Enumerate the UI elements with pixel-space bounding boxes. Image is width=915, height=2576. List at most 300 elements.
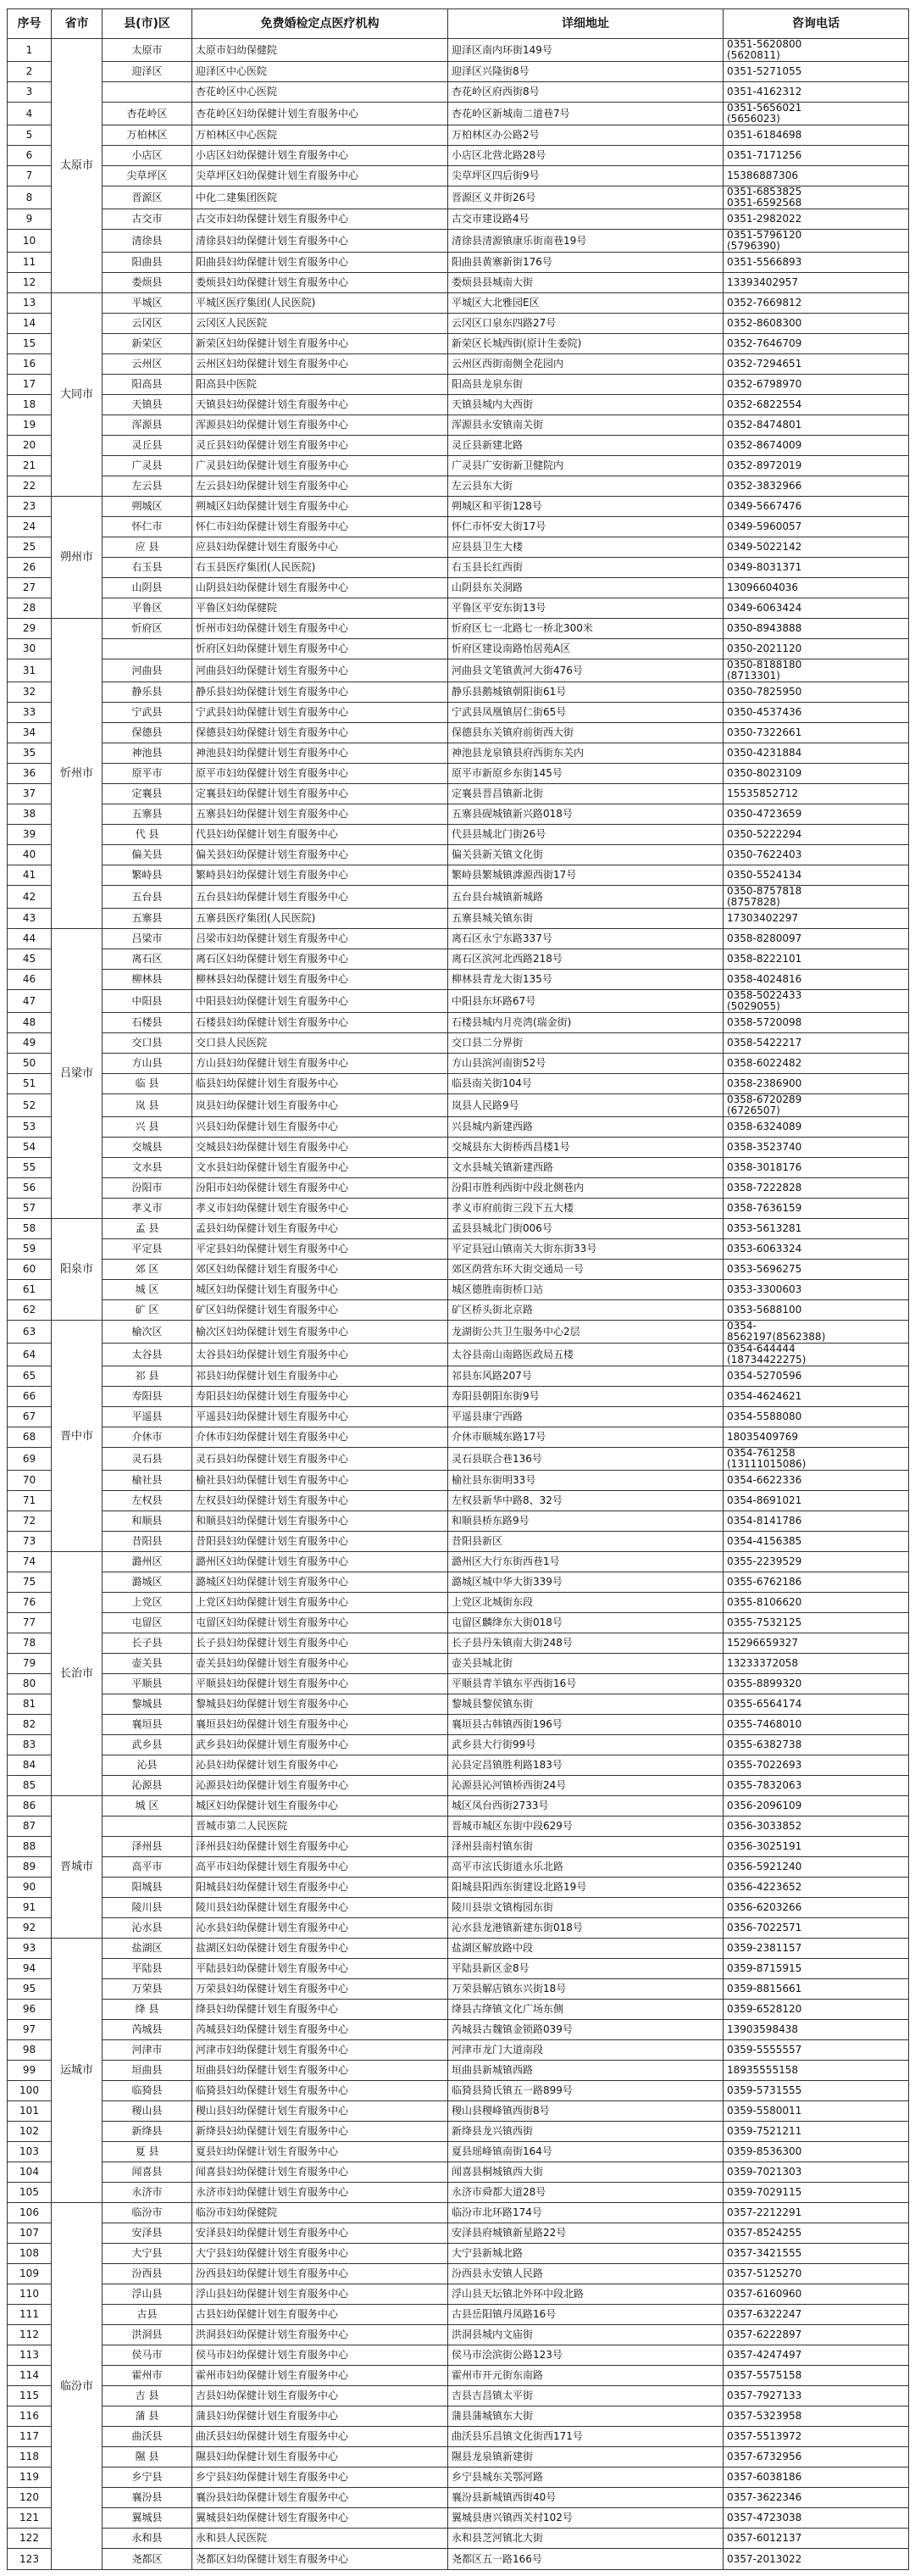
address-cell: 武乡县大行街99号 bbox=[448, 1735, 724, 1755]
county-cell: 沁源县 bbox=[103, 1776, 192, 1796]
table-row bbox=[8, 909, 909, 929]
address-cell: 盐湖区解放路中段 bbox=[448, 1939, 724, 1959]
table-row bbox=[8, 703, 909, 723]
institution-cell: 灵丘县妇幼保健计划生育服务中心 bbox=[192, 436, 448, 456]
institution-cell: 怀仁市妇幼保健计划生育服务中心 bbox=[192, 517, 448, 537]
row-index: 61 bbox=[8, 1280, 52, 1300]
county-cell: 吕梁市 bbox=[103, 929, 192, 949]
row-index: 120 bbox=[8, 2488, 52, 2508]
row-index: 72 bbox=[8, 1511, 52, 1532]
institution-cell: 蒲县妇幼保健计划生育服务中心 bbox=[192, 2406, 448, 2427]
row-index: 4 bbox=[8, 103, 52, 125]
phone-cell: 0352-7294651 bbox=[724, 354, 909, 375]
table-row bbox=[8, 1796, 909, 1817]
institution-cell: 沁水县妇幼保健计划生育服务中心 bbox=[192, 1918, 448, 1939]
institution-cell: 祁县妇幼保健计划生育服务中心 bbox=[192, 1366, 448, 1387]
table-row bbox=[8, 415, 909, 436]
row-index: 41 bbox=[8, 865, 52, 886]
phone-cell: 15296659327 bbox=[724, 1633, 909, 1654]
county-cell: 迎泽区 bbox=[103, 62, 192, 82]
institution-cell: 阳曲县妇幼保健计划生育服务中心 bbox=[192, 253, 448, 273]
phone-cell: 0350-7622403 bbox=[724, 845, 909, 865]
address-cell: 清徐县清源镇康乐街南巷19号 bbox=[448, 230, 724, 253]
city-cell: 运城市 bbox=[52, 1939, 103, 2203]
row-index: 101 bbox=[8, 2101, 52, 2122]
county-cell: 新荣区 bbox=[103, 334, 192, 354]
institution-cell: 娄烦县妇幼保健计划生育服务中心 bbox=[192, 273, 448, 293]
address-cell: 方山县滨河南街52号 bbox=[448, 1054, 724, 1074]
table-row bbox=[8, 2183, 909, 2203]
county-cell bbox=[103, 639, 192, 659]
row-index: 23 bbox=[8, 497, 52, 517]
county-cell: 沁水县 bbox=[103, 1918, 192, 1939]
city-cell: 太原市 bbox=[52, 39, 103, 293]
county-cell: 石楼县 bbox=[103, 1013, 192, 1033]
row-index: 17 bbox=[8, 375, 52, 395]
county-cell: 平城区 bbox=[103, 293, 192, 314]
table-row bbox=[8, 82, 909, 103]
county-cell: 尖草坪区 bbox=[103, 166, 192, 186]
phone-cell: 0358-7636159 bbox=[724, 1199, 909, 1219]
phone-cell: 0357-6732956 bbox=[724, 2447, 909, 2468]
county-cell: 襄汾县 bbox=[103, 2488, 192, 2508]
address-cell: 襄汾县新城镇西街40号 bbox=[448, 2488, 724, 2508]
row-index: 8 bbox=[8, 186, 52, 209]
table-header-row bbox=[8, 9, 909, 39]
row-index: 13 bbox=[8, 293, 52, 314]
county-cell: 陵川县 bbox=[103, 1898, 192, 1918]
institution-cell: 万柏林区中心医院 bbox=[192, 125, 448, 146]
row-index: 36 bbox=[8, 764, 52, 784]
table-row bbox=[8, 659, 909, 682]
table-row bbox=[8, 825, 909, 845]
phone-cell: 0354-4624621 bbox=[724, 1387, 909, 1407]
institution-cell: 中化二建集团医院 bbox=[192, 186, 448, 209]
row-index: 114 bbox=[8, 2366, 52, 2386]
county-cell: 临猗县 bbox=[103, 2081, 192, 2101]
address-cell: 右玉县长红西街 bbox=[448, 558, 724, 578]
table-row bbox=[8, 293, 909, 314]
address-cell: 山阴县东关洞路 bbox=[448, 578, 724, 598]
county-cell: 交口县 bbox=[103, 1033, 192, 1054]
row-index: 65 bbox=[8, 1366, 52, 1387]
institution-cell: 安泽县妇幼保健计划生育服务中心 bbox=[192, 2223, 448, 2244]
address-cell: 天镇县城内大西街 bbox=[448, 395, 724, 415]
address-cell: 蒲县蒲城镇东大街 bbox=[448, 2406, 724, 2427]
table-row bbox=[8, 1280, 909, 1300]
table-row bbox=[8, 497, 909, 517]
table-row bbox=[8, 2386, 909, 2406]
city-cell: 长治市 bbox=[52, 1552, 103, 1796]
table-row bbox=[8, 1857, 909, 1878]
address-cell: 五寨县城关镇东街 bbox=[448, 909, 724, 929]
table-row bbox=[8, 1321, 909, 1344]
institution-cell: 垣曲县妇幼保健计划生育服务中心 bbox=[192, 2061, 448, 2081]
row-index: 108 bbox=[8, 2244, 52, 2264]
institution-cell: 古交市妇幼保健计划生育服务中心 bbox=[192, 209, 448, 230]
institution-cell: 绛县妇幼保健计划生育服务中心 bbox=[192, 2000, 448, 2020]
table-row bbox=[8, 598, 909, 619]
county-cell: 安泽县 bbox=[103, 2223, 192, 2244]
county-cell: 矿 区 bbox=[103, 1300, 192, 1321]
row-index: 44 bbox=[8, 929, 52, 949]
institution-cell: 平定县妇幼保健计划生育服务中心 bbox=[192, 1239, 448, 1260]
phone-cell: 18035409769 bbox=[724, 1427, 909, 1448]
phone-cell: 0354-644444 (18734422275) bbox=[724, 1344, 909, 1366]
county-cell: 介休市 bbox=[103, 1427, 192, 1448]
address-cell: 潞城区城中华大街339号 bbox=[448, 1572, 724, 1593]
institution-cell: 阳高县中医院 bbox=[192, 375, 448, 395]
county-cell: 平陆县 bbox=[103, 1959, 192, 1979]
institution-cell: 隰县妇幼保健计划生育服务中心 bbox=[192, 2447, 448, 2468]
institution-cell: 临汾市妇幼保健院 bbox=[192, 2203, 448, 2223]
institution-cell: 阳城县妇幼保健计划生育服务中心 bbox=[192, 1878, 448, 1898]
phone-cell: 0358-6022482 bbox=[724, 1054, 909, 1074]
phone-cell: 0359-7021303 bbox=[724, 2162, 909, 2183]
institution-cell: 武乡县妇幼保健计划生育服务中心 bbox=[192, 1735, 448, 1755]
phone-cell: 0350-8188180 (8713301) bbox=[724, 659, 909, 682]
row-index: 93 bbox=[8, 1939, 52, 1959]
row-index: 81 bbox=[8, 1694, 52, 1715]
table-row bbox=[8, 1407, 909, 1427]
table-row bbox=[8, 619, 909, 639]
county-cell: 屯留区 bbox=[103, 1613, 192, 1633]
county-cell: 河曲县 bbox=[103, 659, 192, 682]
county-cell: 忻府区 bbox=[103, 619, 192, 639]
county-cell: 城 区 bbox=[103, 1796, 192, 1817]
table-row bbox=[8, 784, 909, 804]
institution-cell: 潞城区妇幼保健计划生育服务中心 bbox=[192, 1572, 448, 1593]
phone-cell: 13096604036 bbox=[724, 578, 909, 598]
phone-cell: 0351-6853825 0351-6592568 bbox=[724, 186, 909, 209]
county-cell: 垣曲县 bbox=[103, 2061, 192, 2081]
county-cell: 兴 县 bbox=[103, 1117, 192, 1138]
row-index: 45 bbox=[8, 949, 52, 970]
table-row bbox=[8, 1613, 909, 1633]
header-idx: 序号 bbox=[8, 9, 52, 39]
phone-cell: 0356-3025191 bbox=[724, 1837, 909, 1857]
address-cell: 安泽县府城镇新星路22号 bbox=[448, 2223, 724, 2244]
phone-cell: 0350-4231884 bbox=[724, 743, 909, 764]
table-row bbox=[8, 2040, 909, 2061]
phone-cell: 0355-6564174 bbox=[724, 1694, 909, 1715]
county-cell: 闻喜县 bbox=[103, 2162, 192, 2183]
table-row bbox=[8, 2223, 909, 2244]
phone-cell: 0357-5575158 bbox=[724, 2366, 909, 2386]
phone-cell: 0351-5271055 bbox=[724, 62, 909, 82]
address-cell: 平陆县新区金8号 bbox=[448, 1959, 724, 1979]
institution-cell: 吉县妇幼保健计划生育服务中心 bbox=[192, 2386, 448, 2406]
county-cell: 襄垣县 bbox=[103, 1715, 192, 1735]
institution-cell: 忻州市妇幼保健计划生育服务中心 bbox=[192, 619, 448, 639]
county-cell: 黎城县 bbox=[103, 1694, 192, 1715]
row-index: 24 bbox=[8, 517, 52, 537]
address-cell: 介休市顺城东路17号 bbox=[448, 1427, 724, 1448]
county-cell: 宁武县 bbox=[103, 703, 192, 723]
county-cell: 永和县 bbox=[103, 2529, 192, 2549]
phone-cell: 0355-8106620 bbox=[724, 1593, 909, 1613]
row-index: 113 bbox=[8, 2345, 52, 2366]
address-cell: 平鲁区平安东街13号 bbox=[448, 598, 724, 619]
county-cell: 中阳县 bbox=[103, 990, 192, 1013]
institution-cell: 万荣县妇幼保健计划生育服务中心 bbox=[192, 1979, 448, 2000]
table-row bbox=[8, 2345, 909, 2366]
address-cell: 榆社县东街明33号 bbox=[448, 1471, 724, 1491]
table-row bbox=[8, 929, 909, 949]
institution-cell: 临猗县妇幼保健计划生育服务中心 bbox=[192, 2081, 448, 2101]
phone-cell: 0353-5696275 bbox=[724, 1260, 909, 1280]
row-index: 55 bbox=[8, 1158, 52, 1178]
table-body bbox=[8, 39, 909, 2570]
county-cell: 保德县 bbox=[103, 723, 192, 743]
row-index: 119 bbox=[8, 2468, 52, 2488]
address-cell: 平城区大北雅园E区 bbox=[448, 293, 724, 314]
row-index: 121 bbox=[8, 2508, 52, 2529]
address-cell: 迎泽区兴隆街8号 bbox=[448, 62, 724, 82]
address-cell: 娄烦县县城南大街 bbox=[448, 273, 724, 293]
row-index: 73 bbox=[8, 1532, 52, 1552]
institution-cell: 忻府区妇幼保健计划生育服务中心 bbox=[192, 639, 448, 659]
row-index: 102 bbox=[8, 2122, 52, 2142]
table-row bbox=[8, 436, 909, 456]
address-cell: 襄垣县古韩镇西街196号 bbox=[448, 1715, 724, 1735]
table-row bbox=[8, 1300, 909, 1321]
county-cell: 汾西县 bbox=[103, 2264, 192, 2284]
phone-cell: 0349-5667476 bbox=[724, 497, 909, 517]
address-cell: 河曲县文笔镇黄河大街476号 bbox=[448, 659, 724, 682]
county-cell: 怀仁市 bbox=[103, 517, 192, 537]
county-cell: 五台县 bbox=[103, 886, 192, 909]
phone-cell: 0355-6762186 bbox=[724, 1572, 909, 1593]
address-cell: 芮城县古魏镇金锁路039号 bbox=[448, 2020, 724, 2040]
row-index: 7 bbox=[8, 166, 52, 186]
phone-cell: 0355-7832063 bbox=[724, 1776, 909, 1796]
row-index: 54 bbox=[8, 1138, 52, 1158]
address-cell: 原平市新原乡东街145号 bbox=[448, 764, 724, 784]
county-cell: 右玉县 bbox=[103, 558, 192, 578]
address-cell: 稷山县稷峰镇西街8号 bbox=[448, 2101, 724, 2122]
institution-cell: 夏县妇幼保健计划生育服务中心 bbox=[192, 2142, 448, 2162]
institution-cell: 长子县妇幼保健计划生育服务中心 bbox=[192, 1633, 448, 1654]
address-cell: 迎泽区南内环街149号 bbox=[448, 39, 724, 62]
address-cell: 左权县新华中路8、32号 bbox=[448, 1491, 724, 1511]
county-cell bbox=[103, 1817, 192, 1837]
phone-cell: 0349-8031371 bbox=[724, 558, 909, 578]
table-row bbox=[8, 1817, 909, 1837]
institution-cell: 洪洞县妇幼保健计划生育服务中心 bbox=[192, 2325, 448, 2345]
institution-cell: 天镇县妇幼保健计划生育服务中心 bbox=[192, 395, 448, 415]
phone-cell: 0355-7468010 bbox=[724, 1715, 909, 1735]
institution-cell: 城区妇幼保健计划生育服务中心 bbox=[192, 1796, 448, 1817]
institution-cell: 离石区妇幼保健计划生育服务中心 bbox=[192, 949, 448, 970]
county-cell: 万荣县 bbox=[103, 1979, 192, 2000]
address-cell: 垣曲县新城镇西路 bbox=[448, 2061, 724, 2081]
county-cell: 霍州市 bbox=[103, 2366, 192, 2386]
address-cell: 城区德胜南街桥口站 bbox=[448, 1280, 724, 1300]
row-index: 6 bbox=[8, 146, 52, 166]
row-index: 46 bbox=[8, 970, 52, 990]
row-index: 1 bbox=[8, 39, 52, 62]
phone-cell: 13393402957 bbox=[724, 273, 909, 293]
county-cell: 浮山县 bbox=[103, 2284, 192, 2305]
institution-cell: 大宁县妇幼保健计划生育服务中心 bbox=[192, 2244, 448, 2264]
institution-cell: 介休市妇幼保健计划生育服务中心 bbox=[192, 1427, 448, 1448]
city-cell: 大同市 bbox=[52, 293, 103, 497]
phone-cell: 0356-6203266 bbox=[724, 1898, 909, 1918]
table-row bbox=[8, 2101, 909, 2122]
phone-cell: 0350-2021120 bbox=[724, 639, 909, 659]
table-row bbox=[8, 1094, 909, 1117]
address-cell: 古交市建设路4号 bbox=[448, 209, 724, 230]
phone-cell: 13903598438 bbox=[724, 2020, 909, 2040]
address-cell: 岚县人民路9号 bbox=[448, 1094, 724, 1117]
row-index: 64 bbox=[8, 1344, 52, 1366]
county-cell: 古交市 bbox=[103, 209, 192, 230]
table-row bbox=[8, 2468, 909, 2488]
phone-cell: 0352-8674009 bbox=[724, 436, 909, 456]
table-row bbox=[8, 1239, 909, 1260]
row-index: 70 bbox=[8, 1471, 52, 1491]
header-city: 省市 bbox=[52, 9, 103, 39]
institution-cell: 翼城县妇幼保健计划生育服务中心 bbox=[192, 2508, 448, 2529]
address-cell: 忻府区七一北路七一桥北300米 bbox=[448, 619, 724, 639]
institution-cell: 五寨县医疗集团(人民医院) bbox=[192, 909, 448, 929]
phone-cell: 0356-2096109 bbox=[724, 1796, 909, 1817]
phone-cell: 0357-5513972 bbox=[724, 2427, 909, 2447]
institution-cell: 神池县妇幼保健计划生育服务中心 bbox=[192, 743, 448, 764]
table-row bbox=[8, 2488, 909, 2508]
address-cell: 左云县东大街 bbox=[448, 476, 724, 497]
address-cell: 交口县二分界街 bbox=[448, 1033, 724, 1054]
table-row bbox=[8, 1674, 909, 1694]
phone-cell: 0355-6382738 bbox=[724, 1735, 909, 1755]
institution-cell: 平遥县妇幼保健计划生育服务中心 bbox=[192, 1407, 448, 1427]
row-index: 53 bbox=[8, 1117, 52, 1138]
row-index: 31 bbox=[8, 659, 52, 682]
phone-cell: 0350-4723659 bbox=[724, 804, 909, 825]
row-index: 14 bbox=[8, 314, 52, 334]
address-cell: 平遥县康宁西路 bbox=[448, 1407, 724, 1427]
address-cell: 小店区北营北路28号 bbox=[448, 146, 724, 166]
institution-cell: 昔阳县妇幼保健计划生育服务中心 bbox=[192, 1532, 448, 1552]
phone-cell: 0354-5270596 bbox=[724, 1366, 909, 1387]
table-row bbox=[8, 1593, 909, 1613]
institution-cell: 浮山县妇幼保健计划生育服务中心 bbox=[192, 2284, 448, 2305]
table-row bbox=[8, 1219, 909, 1239]
table-row bbox=[8, 1959, 909, 1979]
county-cell: 芮城县 bbox=[103, 2020, 192, 2040]
row-index: 62 bbox=[8, 1300, 52, 1321]
institution-cell: 五寨县妇幼保健计划生育服务中心 bbox=[192, 804, 448, 825]
row-index: 11 bbox=[8, 253, 52, 273]
county-cell: 清徐县 bbox=[103, 230, 192, 253]
row-index: 63 bbox=[8, 1321, 52, 1344]
institution-cell: 应县妇幼保健计划生育服务中心 bbox=[192, 537, 448, 558]
address-cell: 灵石县联合巷136号 bbox=[448, 1448, 724, 1471]
city-cell: 朔州市 bbox=[52, 497, 103, 619]
institution-cell: 左权县妇幼保健计划生育服务中心 bbox=[192, 1491, 448, 1511]
table-row bbox=[8, 395, 909, 415]
row-index: 10 bbox=[8, 230, 52, 253]
address-cell: 代县县城北门街26号 bbox=[448, 825, 724, 845]
county-cell: 大宁县 bbox=[103, 2244, 192, 2264]
county-cell: 交城县 bbox=[103, 1138, 192, 1158]
county-cell: 柳林县 bbox=[103, 970, 192, 990]
row-index: 50 bbox=[8, 1054, 52, 1074]
phone-cell: 0350-7825950 bbox=[724, 682, 909, 703]
table-row bbox=[8, 1979, 909, 2000]
institution-cell: 平陆县妇幼保健计划生育服务中心 bbox=[192, 1959, 448, 1979]
address-cell: 翼城县唐兴镇西关村102号 bbox=[448, 2508, 724, 2529]
county-cell: 广灵县 bbox=[103, 456, 192, 476]
address-cell: 怀仁市怀安大街17号 bbox=[448, 517, 724, 537]
table-row bbox=[8, 764, 909, 784]
row-index: 96 bbox=[8, 2000, 52, 2020]
address-cell: 柳林县青龙大街135号 bbox=[448, 970, 724, 990]
institution-cell: 乡宁县妇幼保健计划生育服务中心 bbox=[192, 2468, 448, 2488]
county-cell: 繁峙县 bbox=[103, 865, 192, 886]
row-index: 22 bbox=[8, 476, 52, 497]
institution-cell: 城区妇幼保健计划生育服务中心 bbox=[192, 1280, 448, 1300]
institution-cell: 杏花岭区妇幼保健计划生育服务中心 bbox=[192, 103, 448, 125]
county-cell: 太谷县 bbox=[103, 1344, 192, 1366]
table-row bbox=[8, 1552, 909, 1572]
row-index: 98 bbox=[8, 2040, 52, 2061]
institution-cell: 原平市妇幼保健计划生育服务中心 bbox=[192, 764, 448, 784]
address-cell: 离石区永宁东路337号 bbox=[448, 929, 724, 949]
institution-cell: 方山县妇幼保健计划生育服务中心 bbox=[192, 1054, 448, 1074]
row-index: 47 bbox=[8, 990, 52, 1013]
county-cell: 平鲁区 bbox=[103, 598, 192, 619]
row-index: 3 bbox=[8, 82, 52, 103]
institution-cell: 孝义市妇幼保健计划生育服务中心 bbox=[192, 1199, 448, 1219]
table-row bbox=[8, 865, 909, 886]
county-cell: 新绛县 bbox=[103, 2122, 192, 2142]
phone-cell: 0350-5222294 bbox=[724, 825, 909, 845]
address-cell: 孝义市府前街三段下五大楼 bbox=[448, 1199, 724, 1219]
table-row bbox=[8, 2284, 909, 2305]
row-index: 39 bbox=[8, 825, 52, 845]
county-cell: 代 县 bbox=[103, 825, 192, 845]
county-cell: 平定县 bbox=[103, 1239, 192, 1260]
address-cell: 万柏林区办公路2号 bbox=[448, 125, 724, 146]
phone-cell: 0358-2386900 bbox=[724, 1074, 909, 1094]
city-cell: 吕梁市 bbox=[52, 929, 103, 1219]
table-row bbox=[8, 314, 909, 334]
address-cell: 兴县城内新建西路 bbox=[448, 1117, 724, 1138]
county-cell: 方山县 bbox=[103, 1054, 192, 1074]
address-cell: 五寨县砚城镇新兴路018号 bbox=[448, 804, 724, 825]
county-cell: 昔阳县 bbox=[103, 1532, 192, 1552]
row-index: 105 bbox=[8, 2183, 52, 2203]
address-cell: 保德县东关镇府前街西大街 bbox=[448, 723, 724, 743]
table-row bbox=[8, 1117, 909, 1138]
county-cell: 临汾市 bbox=[103, 2203, 192, 2223]
row-index: 77 bbox=[8, 1613, 52, 1633]
phone-cell: 0354-6622336 bbox=[724, 1471, 909, 1491]
address-cell: 汾阳市胜利西街中段北侧巷内 bbox=[448, 1178, 724, 1199]
table-row bbox=[8, 1138, 909, 1158]
institution-cell: 右玉县医疗集团(人民医院) bbox=[192, 558, 448, 578]
address-cell: 临猗县猗氏镇五一路899号 bbox=[448, 2081, 724, 2101]
table-row bbox=[8, 1939, 909, 1959]
table-row bbox=[8, 2061, 909, 2081]
county-cell: 祁 县 bbox=[103, 1366, 192, 1387]
address-cell: 沁源县沁河镇桥西街24号 bbox=[448, 1776, 724, 1796]
institution-cell: 平城区医疗集团(人民医院) bbox=[192, 293, 448, 314]
institution-cell: 壶关县妇幼保健计划生育服务中心 bbox=[192, 1654, 448, 1674]
phone-cell: 0350-7322661 bbox=[724, 723, 909, 743]
